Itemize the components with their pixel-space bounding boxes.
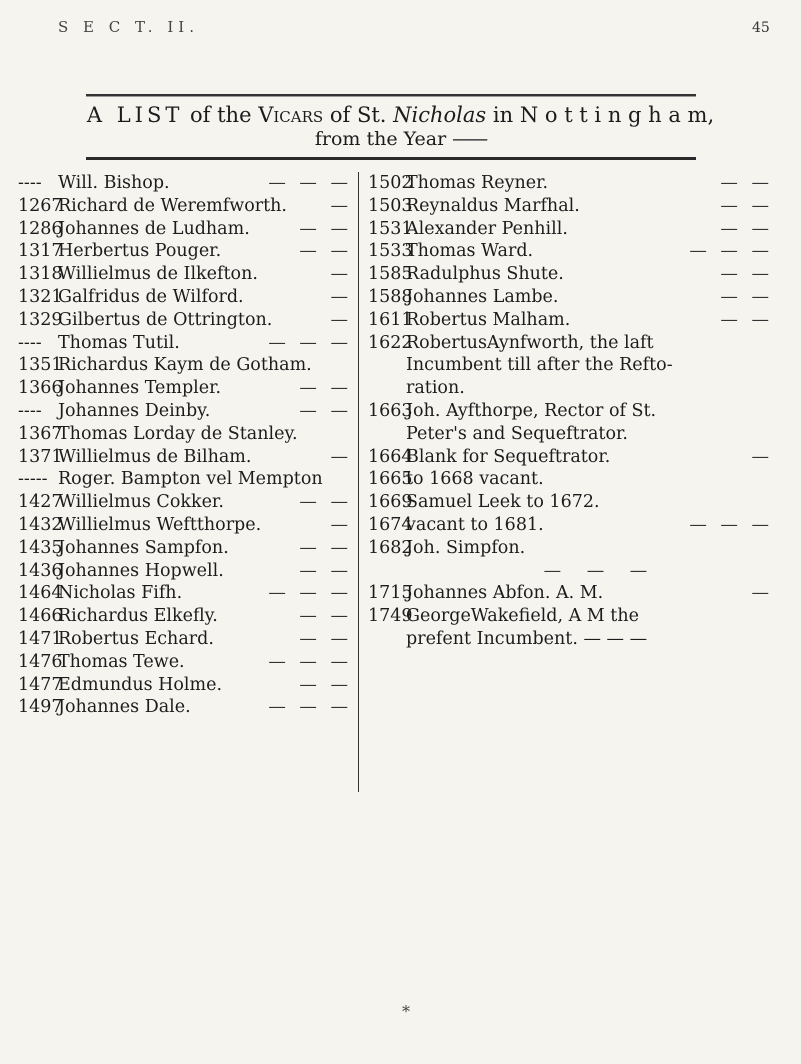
vicar-entry [368, 491, 773, 514]
entry-continuation: Peter's and Sequeftrator. [406, 423, 628, 444]
entry-dashes: — — [299, 606, 352, 627]
entry-name: Robertus Echard. [58, 628, 214, 649]
vicar-entry [368, 218, 773, 241]
list-title [0, 102, 801, 128]
entry-dashes: — — — [268, 173, 352, 193]
entry-year: 1669 [368, 492, 413, 513]
vicar-entry [18, 491, 352, 514]
entry-name: Willielmus Weftthorpe. [58, 514, 262, 535]
entry-dashes: — — [299, 218, 352, 239]
entry-year: ---- [18, 332, 42, 353]
entry-year: 1665 [368, 469, 413, 490]
vicar-entry [18, 354, 352, 377]
entry-year: 1533 [368, 241, 413, 262]
entry-year: 1471 [18, 628, 63, 649]
vicar-entry [18, 172, 352, 195]
entry-year: 1366 [18, 378, 63, 399]
entry-name: to 1668 vacant. [406, 469, 544, 490]
page-number: 45 [752, 20, 770, 36]
entry-year: 1664 [368, 446, 413, 467]
entry-year: 1367 [18, 423, 63, 444]
entry-name: Reynaldus Marfhal. [406, 195, 580, 216]
entry-year: 1476 [18, 651, 63, 672]
vicar-entry [18, 240, 352, 263]
entry-dashes: — [751, 446, 773, 467]
entry-dashes: — — [720, 218, 773, 239]
entry-name: Joh. Simpfon. [406, 537, 526, 558]
entry-dashes [312, 354, 352, 377]
vicar-entry [18, 423, 352, 446]
top-rule [86, 94, 696, 97]
entry-year: ---- [18, 173, 42, 193]
entry-year: 1317 [18, 241, 63, 262]
entry-year: 1588 [368, 286, 413, 307]
entry-year: 1622 [368, 332, 413, 353]
vicar-entry [18, 286, 352, 309]
vicar-entry [18, 651, 352, 674]
entry-dashes: — — [299, 628, 352, 649]
vicar-entry [18, 537, 352, 560]
column-divider [358, 172, 359, 792]
entry-name: Johannes Lambe. [406, 286, 559, 307]
entry-dashes: — — [720, 286, 773, 307]
left-column [18, 172, 352, 719]
entry-dashes: — — [720, 309, 773, 330]
entry-name: Joh. Ayfthorpe, Rector of St. [406, 400, 657, 421]
entry-name: Richardus Kaym de Gotham. [58, 355, 312, 376]
subtitle-text: from the Year [314, 128, 447, 150]
entry-year: 1663 [368, 400, 413, 421]
entry-year: 1432 [18, 514, 63, 535]
entry-name: Richard de Weremfworth. [58, 195, 287, 216]
vicar-entry [368, 172, 773, 195]
entry-dashes: — — — [268, 332, 352, 353]
title-vicars: Vicars [258, 103, 324, 127]
entry-year: 1477 [18, 674, 63, 695]
entry-dashes: — — [299, 560, 352, 581]
vicar-entry [368, 446, 773, 469]
entry-name: Thomas Tewe. [58, 651, 185, 672]
entry-name: Thomas Reyner. [406, 173, 549, 193]
entry-name: Johannes Sampfon. [58, 537, 229, 558]
entry-name: Willielmus de Ilkefton. [58, 264, 258, 285]
entry-name: Blank for Sequeftrator. [406, 446, 611, 467]
entry-year: 1435 [18, 537, 63, 558]
entry-year: 1503 [368, 195, 413, 216]
entry-dashes: — — — [689, 241, 773, 262]
entry-continuation: prefent Incumbent. — — — [406, 628, 648, 649]
entry-dashes: — — [720, 264, 773, 285]
entry-dashes: — — [299, 378, 352, 399]
entry-dashes: — — — [689, 514, 773, 535]
entry-name: Alexander Penhill. [406, 218, 568, 239]
entry-dashes: — [330, 195, 352, 216]
title-a-list: A LIST [86, 103, 184, 127]
entry-dashes [525, 537, 773, 560]
vicar-entry [18, 195, 352, 218]
vicar-entry [18, 605, 352, 628]
vicar-entry [18, 674, 352, 697]
entry-dashes: — — [720, 195, 773, 216]
entry-dashes [544, 468, 773, 491]
entry-year: 1267 [18, 195, 63, 216]
entry-name: Willielmus de Bilham. [58, 446, 252, 467]
entry-dashes [639, 605, 773, 628]
section-heading: S E C T. II. [58, 18, 199, 36]
entry-dashes: — — — [268, 583, 352, 604]
vicar-entry [18, 377, 352, 400]
vicar-entry [368, 468, 773, 491]
entry-name: Johannes Dale. [58, 697, 191, 718]
vicar-entry [18, 309, 352, 332]
entry-year: 1371 [18, 446, 63, 467]
entry-year: 1531 [368, 218, 413, 239]
vicar-entry [368, 195, 773, 218]
entry-name: vacant to 1681. [406, 514, 544, 535]
vicar-entry [18, 560, 352, 583]
entry-dashes: — — [299, 492, 352, 513]
entry-name: Richardus Elkefly. [58, 606, 218, 627]
footer-mark: * [402, 1002, 410, 1021]
entry-year: 1329 [18, 309, 63, 330]
entry-dashes [654, 332, 773, 355]
vicar-entry [368, 537, 773, 560]
entry-name: GeorgeWakefield, A M the [406, 606, 639, 627]
entry-dashes [600, 491, 773, 514]
entry-year: 1436 [18, 560, 63, 581]
subtitle-dash: —— [452, 128, 487, 150]
entry-dashes [298, 423, 352, 446]
entry-year: 1682 [368, 537, 413, 558]
entry-dashes: — — — [268, 697, 352, 718]
entry-name: Willielmus Cokker. [58, 492, 224, 513]
entry-name: Gilbertus de Ottrington. [58, 309, 273, 330]
entry-name: RobertusAynfworth, the laft [406, 332, 654, 353]
entry-year: 1497 [18, 697, 63, 718]
vicar-entry [18, 332, 352, 355]
entry-year: 1466 [18, 606, 63, 627]
vicar-entry [18, 628, 352, 651]
entry-year: 1286 [18, 218, 63, 239]
vicar-entry [368, 582, 773, 605]
entry-dashes: — [330, 446, 352, 467]
title-of-the: of the [190, 103, 252, 127]
entry-year: 1464 [18, 583, 63, 604]
vicar-entry [18, 582, 352, 605]
entry-dashes: — — [720, 173, 773, 193]
entry-name: Johannes de Ludham. [58, 218, 250, 239]
entry-name: Samuel Leek to 1672. [406, 492, 600, 513]
entry-name: Nicholas Fifh. [58, 583, 183, 604]
separator-dashes: — — — [543, 560, 658, 581]
entry-year: ----- [18, 469, 48, 490]
entry-name: Robertus Malham. [406, 309, 571, 330]
vicar-entry [368, 605, 773, 628]
vicar-entry [18, 446, 352, 469]
entry-name: Johannes Abfon. A. M. [406, 583, 604, 604]
entry-name: Galfridus de Wilford. [58, 286, 244, 307]
entry-dashes: — [330, 264, 352, 285]
vicar-entry [18, 514, 352, 537]
entry-continuation: ration. [406, 378, 465, 399]
entry-year: 1427 [18, 492, 63, 513]
title-in: in [492, 103, 514, 127]
entry-name: Thomas Lorday de Stanley. [58, 423, 298, 444]
title-church: Nicholas [393, 103, 487, 127]
entry-year: 1611 [368, 309, 413, 330]
entry-name: Edmundus Holme. [58, 674, 223, 695]
entry-year: 1715 [368, 583, 413, 604]
entry-dashes: — [330, 514, 352, 535]
vicar-entry [18, 263, 352, 286]
entry-year: ---- [18, 400, 42, 421]
entry-dashes: — — [299, 674, 352, 695]
entry-dashes: — — — [268, 651, 352, 672]
entry-year: 1585 [368, 264, 413, 285]
entry-name: Thomas Ward. [406, 241, 534, 262]
entry-year: 1321 [18, 286, 63, 307]
entry-dashes [323, 468, 352, 491]
vicar-entry [18, 696, 352, 719]
entry-dashes: — — [299, 400, 352, 421]
vicar-entry [368, 309, 773, 332]
entry-name: Johannes Hopwell. [58, 560, 224, 581]
vicar-entry [18, 400, 352, 423]
entry-dashes: — [330, 309, 352, 330]
vicar-entry [368, 332, 773, 355]
entry-dashes: — [751, 583, 773, 604]
entry-year: 1749 [368, 606, 413, 627]
entry-year: 1318 [18, 264, 63, 285]
entry-name: Thomas Tutil. [58, 332, 180, 353]
list-subtitle [0, 128, 801, 150]
vicar-entry [368, 514, 773, 537]
title-town: N o t t i n g h a m, [519, 103, 715, 127]
entry-continuation: Incumbent till after the Refto- [406, 355, 673, 376]
vicar-entry [18, 468, 352, 491]
vicar-entry [18, 218, 352, 241]
vicar-entry [368, 263, 773, 286]
entry-dashes: — — [299, 537, 352, 558]
vicar-entry [368, 286, 773, 309]
right-column [368, 172, 773, 651]
vicar-entry [368, 240, 773, 263]
entry-name: Will. Bishop. [58, 173, 170, 193]
title-of-st: of St. [329, 103, 387, 127]
entry-year: 1351 [18, 355, 63, 376]
entry-name: Johannes Templer. [58, 378, 222, 399]
entry-dashes: — [330, 286, 352, 307]
title-rule [86, 157, 696, 160]
entry-dashes [656, 400, 773, 423]
entry-name: Radulphus Shute. [406, 264, 564, 285]
entry-dashes: — — [299, 241, 352, 262]
entry-name: Roger. Bampton vel Mempton [58, 469, 323, 490]
entry-year: 1502 [368, 173, 413, 193]
entry-name: Johannes Deinby. [58, 400, 211, 421]
entry-year: 1674 [368, 514, 413, 535]
vicar-entry [368, 400, 773, 423]
entry-name: Herbertus Pouger. [58, 241, 222, 262]
